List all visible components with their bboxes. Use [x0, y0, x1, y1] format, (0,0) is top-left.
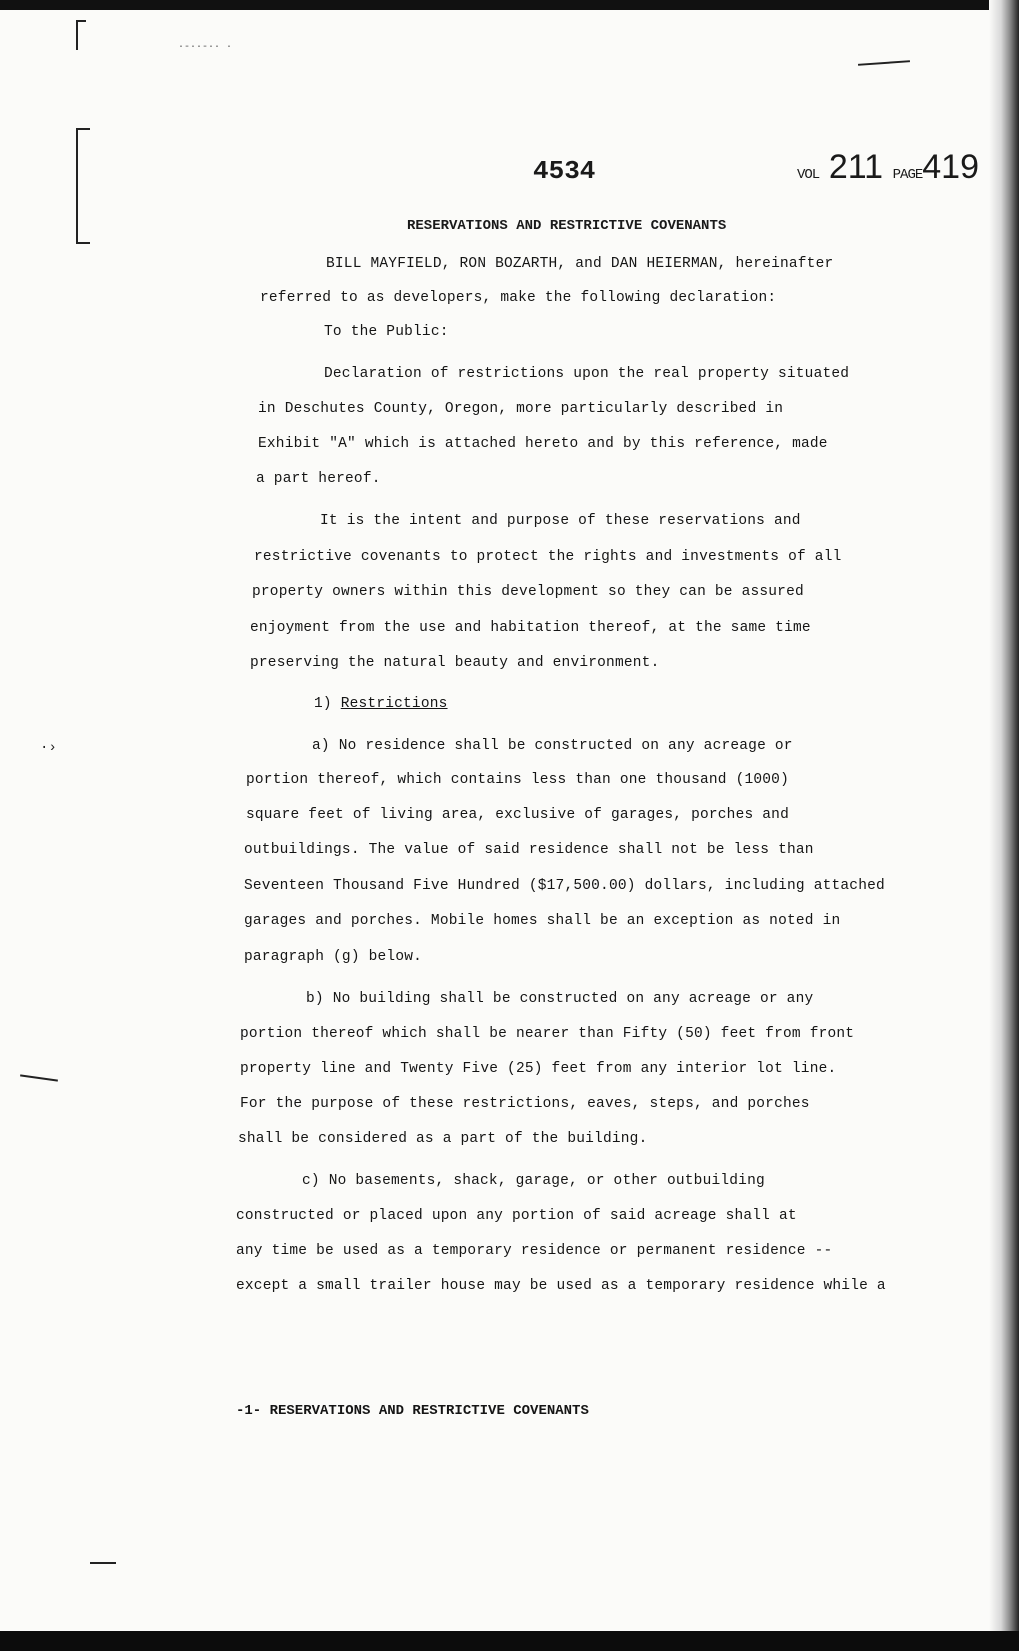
section-heading-line: [314, 696, 448, 712]
body-line: portion thereof, which contains less than one thousand (1000): [246, 772, 789, 788]
scan-bottom-edge: [0, 1631, 1019, 1651]
body-line: restrictive covenants to protect the rights and investments of all: [254, 549, 842, 565]
body-line: c) No basements, shack, garage, or other outbuilding: [302, 1173, 765, 1189]
body-line: in Deschutes County, Oregon, more particularly described in: [258, 401, 784, 417]
body-line: For the purpose of these restrictions, eaves, steps, and porches: [240, 1096, 810, 1112]
body-line: a) No residence shall be constructed on any acreage or: [312, 738, 793, 754]
volume-page-stamp: [797, 148, 979, 187]
body-line: except a small trailer house may be used as a temporary residence while a: [236, 1278, 886, 1294]
body-line: preserving the natural beauty and environment.: [250, 655, 660, 671]
body-line: It is the intent and purpose of these reservations and: [320, 513, 801, 529]
body-line: Exhibit "A" which is attached hereto and by this reference, made: [258, 436, 828, 452]
scan-right-edge: [989, 0, 1019, 1651]
body-line: Seventeen Thousand Five Hundred ($17,500.00) dollars, including attached: [244, 878, 885, 894]
pen-mark: [90, 1562, 116, 1564]
pen-mark: [858, 60, 910, 66]
body-line: shall be considered as a part of the building.: [238, 1131, 648, 1147]
body-line: outbuildings. The value of said residence shall not be less than: [244, 842, 814, 858]
body-line: a part hereof.: [256, 471, 381, 487]
scan-top-edge: [0, 0, 1019, 10]
body-line: property owners within this development so they can be assured: [252, 584, 804, 600]
margin-bracket-mark: [76, 128, 90, 244]
body-line: Declaration of restrictions upon the real property situated: [324, 366, 850, 382]
document-number: 4534: [533, 156, 596, 186]
scan-smudge: ·›: [40, 740, 57, 756]
body-line: To the Public:: [324, 324, 449, 340]
body-line: enjoyment from the use and habitation thereof, at the same time: [250, 620, 811, 636]
section-heading: Restrictions: [340, 696, 448, 712]
body-line: portion thereof which shall be nearer than Fifty (50) feet from front: [240, 1026, 855, 1042]
page-number: 419: [922, 148, 979, 186]
document-title: RESERVATIONS AND RESTRICTIVE COVENANTS: [407, 218, 727, 234]
body-line: constructed or placed upon any portion of said acreage shall at: [236, 1208, 797, 1224]
volume-number: 211: [828, 148, 884, 186]
document-page: [0, 6, 1012, 1634]
section-number: 1): [314, 696, 341, 712]
page-label: PAGE: [892, 167, 923, 183]
body-line: any time be used as a temporary residence or permanent residence --: [236, 1243, 833, 1259]
body-line: paragraph (g) below.: [244, 949, 423, 965]
body-line: BILL MAYFIELD, RON BOZARTH, and DAN HEIERMAN, hereinafter: [326, 256, 834, 272]
body-line: property line and Twenty Five (25) feet from any interior lot line.: [240, 1061, 837, 1077]
body-line: b) No building shall be constructed on any acreage or any: [306, 991, 814, 1007]
corner-bracket-mark: [76, 20, 86, 50]
body-line: referred to as developers, make the following declaration:: [260, 290, 777, 306]
page-footer: -1- RESERVATIONS AND RESTRICTIVE COVENANTS: [236, 1403, 589, 1419]
body-line: garages and porches. Mobile homes shall be an exception as noted in: [244, 913, 841, 929]
scan-smudge: ·-··-·· ·: [178, 42, 233, 53]
volume-label: VOL: [797, 167, 820, 183]
pen-mark: [20, 1074, 58, 1081]
body-line: square feet of living area, exclusive of garages, porches and: [246, 807, 789, 823]
